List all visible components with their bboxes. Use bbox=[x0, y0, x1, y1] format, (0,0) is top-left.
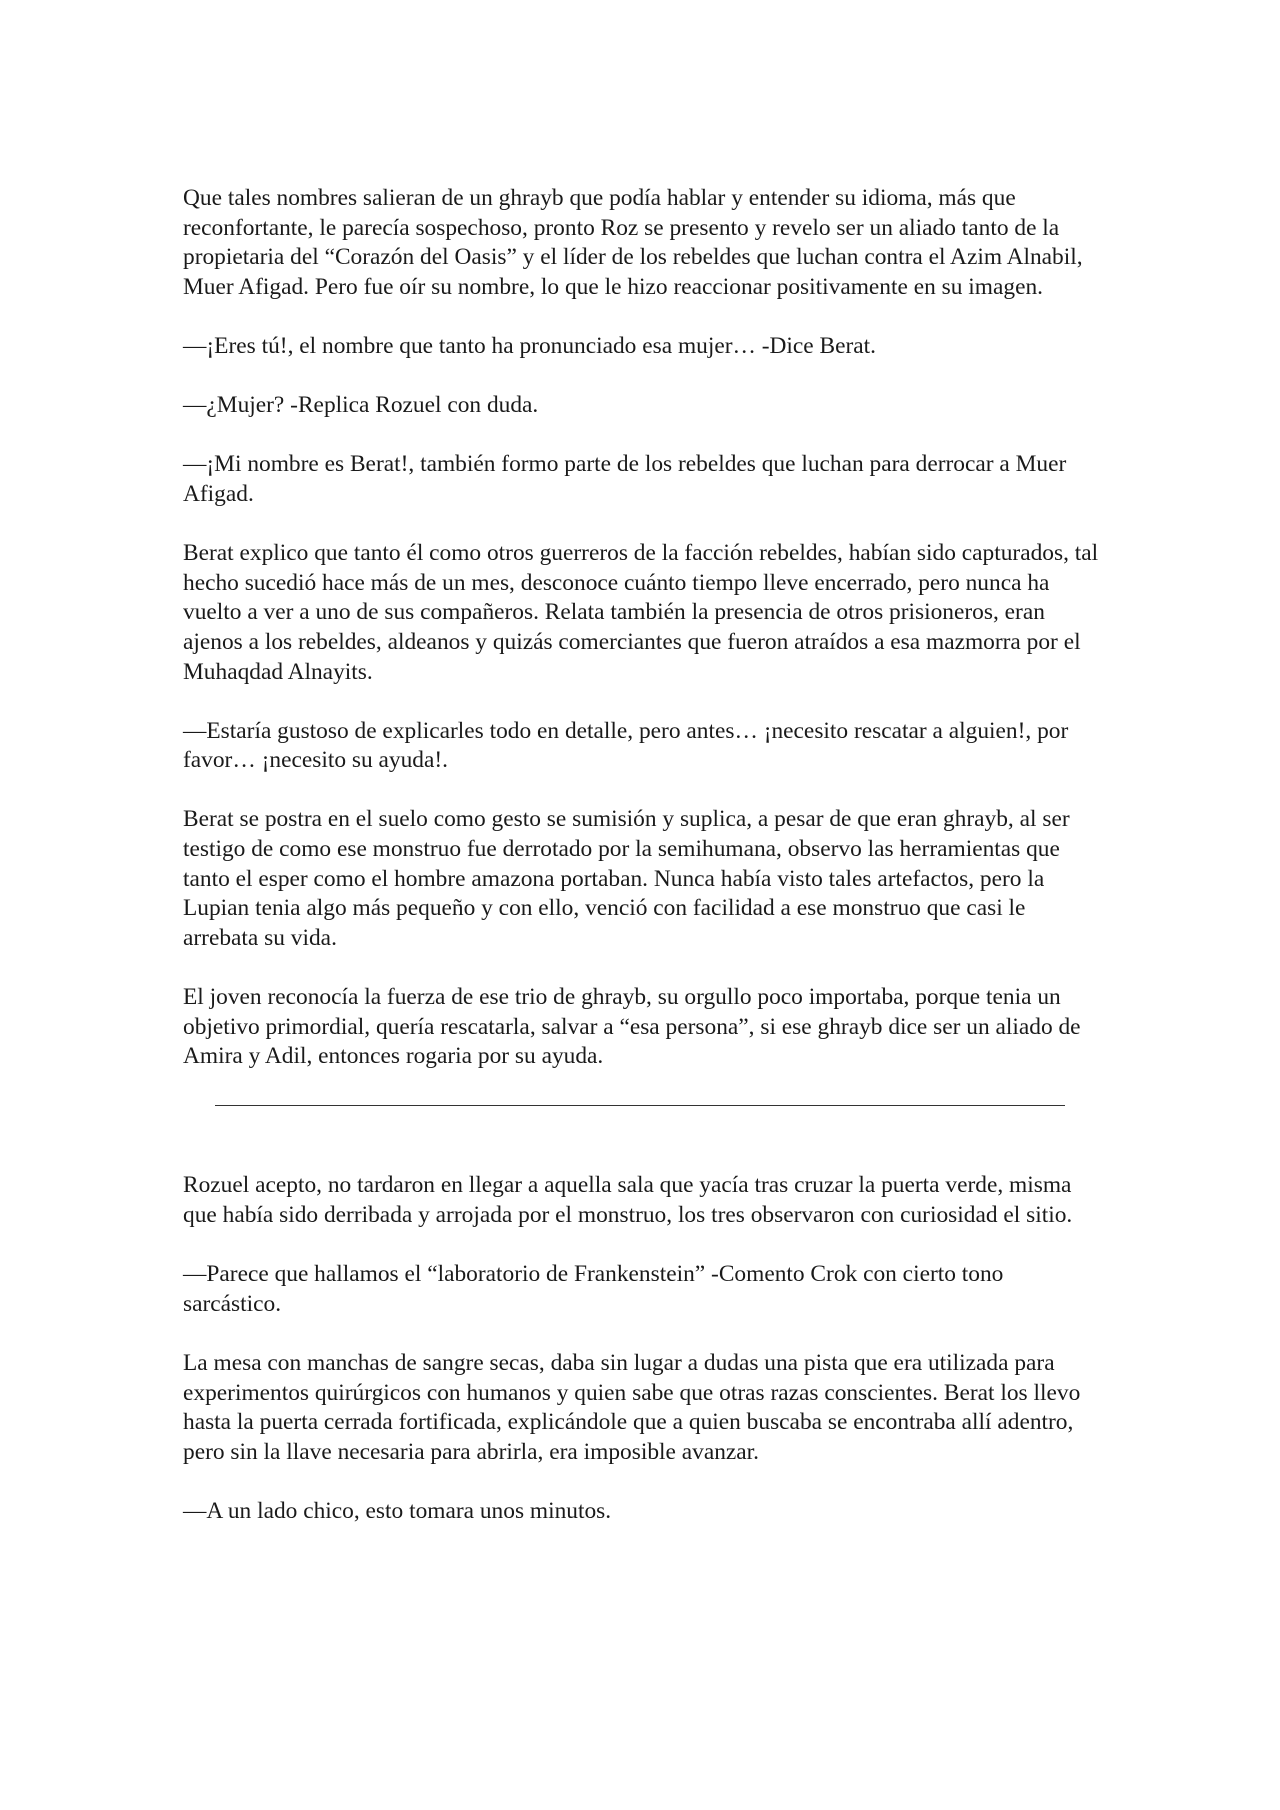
paragraph: Berat explico que tanto él como otros guerreros de la facción rebeldes, habían sido capturados, tal hecho sucedió hace más de un mes, desconoce cuánto tiempo lleve encerrado, pero nunca ha vuelto a ver a uno de sus compañeros. Relata también la presencia de otros prisioneros, eran ajenos a los rebeldes, aldeanos y quizás comerciantes que fueron atraídos a esa mazmorra por el Muhaqdad Alnayits. bbox=[183, 540, 1099, 685]
paragraph: La mesa con manchas de sangre secas, daba sin lugar a dudas una pista que era utilizada para experimentos quirúrgicos con humanos y quien sabe que otras razas conscientes. Berat los llevo hasta la puerta cerrada fortificada, explicándole que a quien buscaba se encontraba allí adentro, pero sin la llave necesaria para abrirla, era imposible avanzar. bbox=[183, 1349, 1081, 1465]
dialogue-line: —Estaría gustoso de explicarles todo en detalle, pero antes… ¡necesito rescatar a alguien!, por favor… ¡necesito su ayuda!. bbox=[183, 717, 1069, 774]
section-divider-wrap bbox=[183, 1101, 1103, 1171]
paragraph: Rozuel acepto, no tardaron en llegar a aquella sala que yacía tras cruzar la puerta verde, misma que había sido derribada y arrojada por el monstruo, los tres observaron con curiosidad el sitio. bbox=[183, 1172, 1073, 1228]
document-body bbox=[183, 184, 1103, 1556]
dialogue-line: —¿Mujer? -Replica Rozuel con duda. bbox=[183, 392, 539, 419]
dialogue-line: —¡Eres tú!, el nombre que tanto ha pronunciado esa mujer… -Dice Berat. bbox=[183, 332, 877, 359]
dialogue-line: —A un lado chico, esto tomara unos minutos. bbox=[183, 1497, 612, 1524]
dialogue-line: —¡Mi nombre es Berat!, también formo parte de los rebeldes que luchan para derrocar a Muer Afigad. bbox=[183, 451, 1067, 507]
paragraph: Que tales nombres salieran de un ghrayb que podía hablar y entender su idioma, más que reconfortante, le parecía sospechoso, pronto Roz se presento y revelo ser un aliado tanto de la propietaria del “Corazón del Oasis” y el líder de los rebeldes que luchan contra el Azim Alnabil, Muer Afigad. Pero fue oír su nombre, lo que le hizo reaccionar positivamente en su imagen. bbox=[183, 185, 1083, 300]
dialogue-line: —Parece que hallamos el “laboratorio de Frankenstein” -Comento Crok con cierto tono sarcástico. bbox=[183, 1261, 1004, 1317]
paragraph: Berat se postra en el suelo como gesto se sumisión y suplica, a pesar de que eran ghrayb, al ser testigo de como ese monstruo fue derrotado por la semihumana, observo las herramientas que tanto el esper como el hombre amazona portaban. Nunca había visto tales artefactos, pero la Lupian tenia algo más pequeño y con ello, venció con facilidad a ese monstruo que casi le arrebata su vida. bbox=[183, 806, 1070, 951]
section-divider bbox=[215, 1105, 1065, 1106]
paragraph: El joven reconocía la fuerza de ese trio de ghrayb, su orgullo poco importaba, porque tenia un objetivo primordial, quería rescatarla, salvar a “esa persona”, si ese ghrayb dice ser un aliado de Amira y Adil, entonces rogaria por su ayuda. bbox=[183, 984, 1081, 1070]
